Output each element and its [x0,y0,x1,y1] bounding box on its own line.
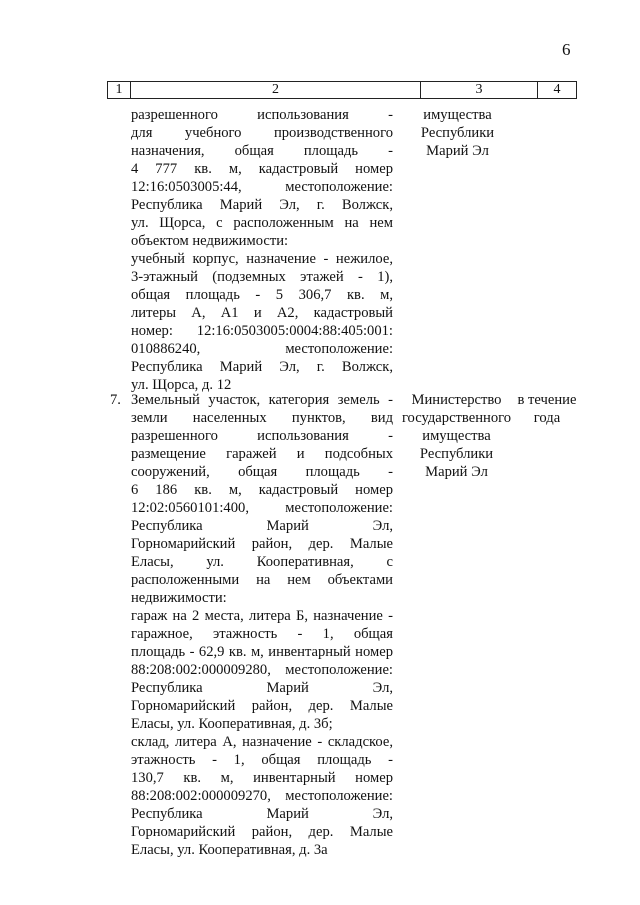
row6-holder-line: Республики [420,125,495,141]
row6-holder-line: Марий Эл [426,143,489,159]
row7-description-line: 6 186 кв. м, кадастровый номер [131,482,393,498]
row6-description-line: для учебного производственного [131,125,393,141]
row7-description-line: разрешенного использования - [131,428,393,444]
row7-description-line: 130,7 кв. м, инвентарный номер [131,770,393,786]
row7-description-line: Еласы, ул. Кооперативная, д. 3б; [131,716,333,732]
row6-description-line: общая площадь - 5 306,7 кв. м, [131,287,393,303]
row6-description-line: 3-этажный (подземных этажей - 1), [131,269,393,285]
row7-description-line: 88:208:002:000009280, местоположение: [131,662,393,678]
row7-description-line: недвижимости: [131,590,227,606]
row7-description-line: размещение гаражей и подсобных [131,446,393,462]
row7-holder [398,391,515,481]
row6-description-line: разрешенного использования - [131,107,393,123]
row7-description-line: 12:02:0560101:400, местоположение: [131,500,393,516]
row6-description-line: 010886240, местоположение: [131,341,393,357]
row7-description-line: Горномарийский район, дер. Малые [131,824,393,840]
row6-description-line: 4 777 кв. м, кадастровый номер [131,161,393,177]
row7-description-line: склад, литера А, назначение - складское, [131,734,393,750]
row7-term [516,391,578,427]
row7-description-line: Горномарийский район, дер. Малые [131,536,393,552]
row7-description-line: площадь - 62,9 кв. м, инвентарный номер [131,644,393,660]
row7-description-line: этажность - 1, общая площадь - [131,752,393,768]
row7-description-line: Еласы, ул. Кооперативная, д. 3а [131,842,328,858]
row7-description-line: сооружений, общая площадь - [131,464,393,480]
row6-description-line: Республика Марий Эл, г. Волжск, [131,359,393,375]
header-col-1: 1 [108,82,131,98]
row6-description-line: ул. Щорса, с расположенным на нем [131,215,393,231]
row7-description-line: гаражное, этажность - 1, общая [131,626,393,642]
row7-term-line: в течение [517,392,577,408]
row7-description-line: Республика Марий Эл, [131,806,393,822]
row7-description-line: Земельный участок, категория земель - [131,392,393,408]
row7-number: 7. [110,392,121,408]
row7-holder-line: Марий Эл [425,464,488,480]
row7-holder-line: Министерство [411,392,502,408]
row6-description-line: объектом недвижимости: [131,233,289,249]
header-col-3: 3 [421,82,538,98]
row7-description-line: гараж на 2 места, литера Б, назначение - [131,608,393,624]
row7-description-line: Республика Марий Эл, [131,680,393,696]
row6-description-line: номер: 12:16:0503005:0004:88:405:001: [131,323,393,339]
row6-description [131,106,393,394]
row7-holder-line: имущества [422,428,491,444]
row6-description-line: назначения, общая площадь - [131,143,393,159]
row7-term-line: года [533,410,561,426]
row7-description-line: Республика Марий Эл, [131,518,393,534]
row7-description-line: земли населенных пунктов, вид [131,410,393,426]
row6-description-line: Республика Марий Эл, г. Волжск, [131,197,393,213]
row6-holder-line: имущества [423,107,492,123]
row6-description-line: учебный корпус, назначение - нежилое, [131,251,393,267]
row6-holder [400,106,515,160]
header-col-4: 4 [553,82,561,97]
page-number: 6 [562,40,571,59]
row6-description-line: 12:16:0503005:44, местоположение: [131,179,393,195]
row7-description-line: Еласы, ул. Кооперативная, с [131,554,393,570]
table-header-row [107,81,577,99]
row7-description [131,391,393,859]
header-col-2: 2 [131,82,421,98]
row7-description-line: 88:208:002:000009270, местоположение: [131,788,393,804]
row7-description-line: Горномарийский район, дер. Малые [131,698,393,714]
row6-description-line: литеры А, А1 и А2, кадастровый [131,305,393,321]
row7-holder-line: государственного [401,410,512,426]
row7-holder-line: Республики [419,446,494,462]
row7-description-line: расположенными на нем объектами [131,572,393,588]
row6-description-line: ул. Щорса, д. 12 [131,377,232,393]
